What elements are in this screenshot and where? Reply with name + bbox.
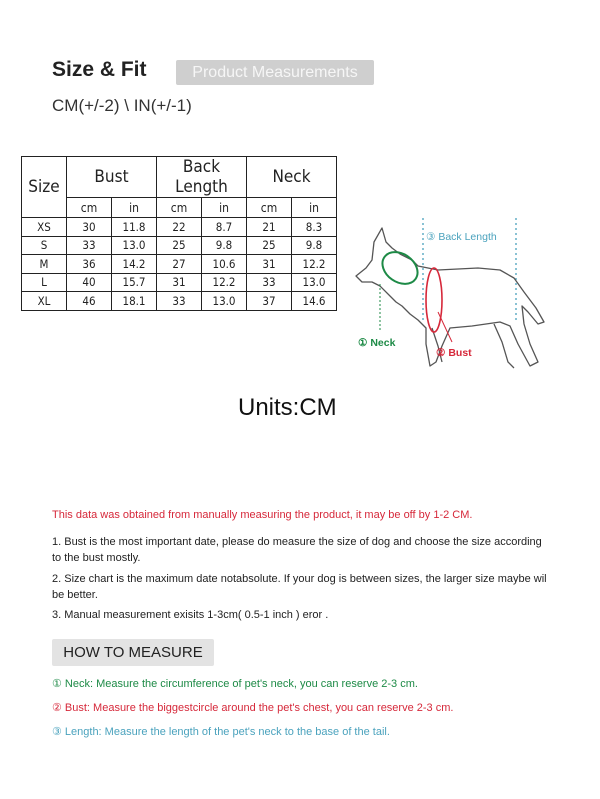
units-tolerance: CM(+/-2) \ IN(+/-1)	[52, 96, 192, 115]
table-cell: 27	[157, 255, 202, 274]
neck-label: ① Neck	[358, 337, 396, 349]
table-cell: 37	[247, 292, 292, 311]
unit-header: cm	[157, 198, 202, 218]
dog-hind-leg	[494, 324, 514, 368]
table-cell: 18.1	[112, 292, 157, 311]
note-item: 3. Manual measurement exisits 1-3cm( 0.5-1 inch ) eror .	[52, 609, 329, 621]
table-cell: 12.2	[292, 255, 337, 274]
step-length: ③ Length: Measure the length of the pet's neck to the base of the tail.	[52, 726, 390, 738]
unit-header: in	[112, 198, 157, 218]
table-cell: 46	[67, 292, 112, 311]
table-cell: 25	[157, 236, 202, 255]
unit-header: in	[292, 198, 337, 218]
back-length-header: Back Length	[157, 157, 247, 198]
bust-label: ② Bust	[436, 347, 472, 359]
table-cell: 22	[157, 218, 202, 237]
table-row	[22, 218, 337, 237]
size-cell: XS	[22, 218, 67, 237]
table-cell: 14.6	[292, 292, 337, 311]
table-cell: 15.7	[112, 273, 157, 292]
size-cell: L	[22, 273, 67, 292]
table-cell: 40	[67, 273, 112, 292]
size-header: Size	[22, 157, 67, 218]
bust-ring	[426, 268, 442, 332]
unit-header: cm	[67, 198, 112, 218]
table-cell: 30	[67, 218, 112, 237]
step-neck: ① Neck: Measure the circumference of pet's neck, you can reserve 2-3 cm.	[52, 678, 418, 690]
product-measurements-badge: Product Measurements	[176, 60, 374, 85]
table-cell: 9.8	[202, 236, 247, 255]
table-cell: 31	[247, 255, 292, 274]
neck-ring	[376, 246, 423, 291]
table-cell: 8.3	[292, 218, 337, 237]
size-cell: S	[22, 236, 67, 255]
table-cell: 25	[247, 236, 292, 255]
table-cell: 33	[247, 273, 292, 292]
table-cell: 11.8	[112, 218, 157, 237]
unit-header: cm	[247, 198, 292, 218]
table-cell: 33	[67, 236, 112, 255]
table-row	[22, 236, 337, 255]
bust-pointer	[438, 312, 452, 342]
table-row	[22, 255, 337, 274]
table-cell: 36	[67, 255, 112, 274]
back-length-label: ③ Back Length	[426, 231, 497, 243]
table-cell: 8.7	[202, 218, 247, 237]
table-cell: 12.2	[202, 273, 247, 292]
size-table	[21, 156, 337, 311]
size-cell: XL	[22, 292, 67, 311]
bust-header: Bust	[67, 157, 157, 198]
table-cell: 13.0	[112, 236, 157, 255]
table-cell: 13.0	[202, 292, 247, 311]
table-cell: 21	[247, 218, 292, 237]
measurement-disclaimer: This data was obtained from manually measuring the product, it may be off by 1-2 CM.	[52, 509, 473, 521]
note-item: 1. Bust is the most important date, please do measure the size of dog and choose the size according to the bust mostly.	[52, 536, 542, 564]
table-cell: 13.0	[292, 273, 337, 292]
table-cell: 9.8	[292, 236, 337, 255]
table-cell: 10.6	[202, 255, 247, 274]
page-title: Size & Fit	[52, 58, 147, 81]
size-cell: M	[22, 255, 67, 274]
dog-measurement-figure	[346, 212, 556, 382]
table-row	[22, 273, 337, 292]
unit-header: in	[202, 198, 247, 218]
table-cell: 14.2	[112, 255, 157, 274]
neck-header: Neck	[247, 157, 337, 198]
table-cell: 33	[157, 292, 202, 311]
table-row	[22, 292, 337, 311]
table-cell: 31	[157, 273, 202, 292]
note-item: 2. Size chart is the maximum date notabsolute. If your dog is between sizes, the larger size maybe wil be better.	[52, 573, 547, 601]
step-bust: ② Bust: Measure the biggestcircle around the pet's chest, you can reserve 2-3 cm.	[52, 702, 454, 714]
how-to-measure-heading: HOW TO MEASURE	[52, 639, 214, 666]
units-label: Units:CM	[238, 394, 337, 421]
